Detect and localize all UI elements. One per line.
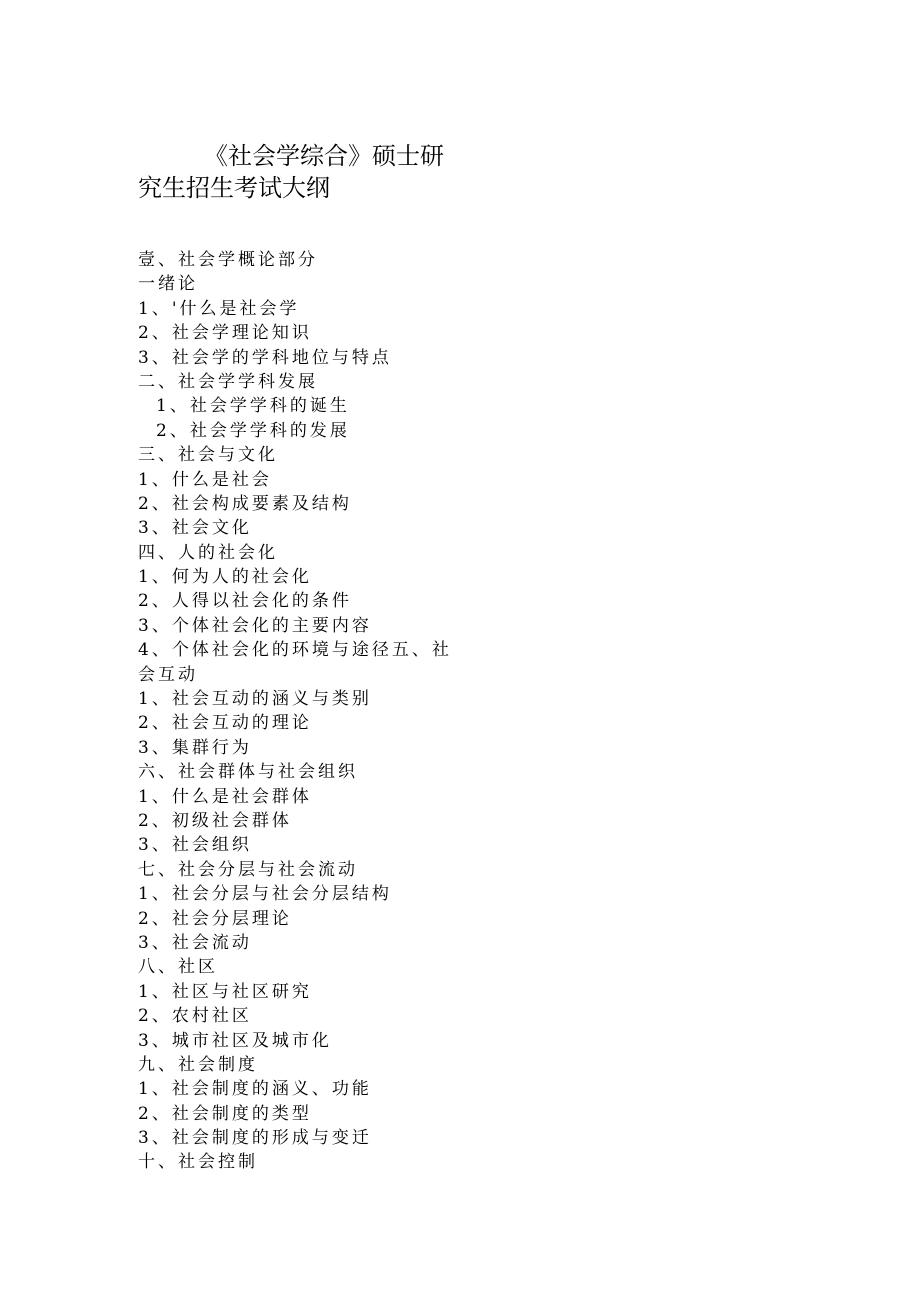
outline-line: 八、社区 [138,957,218,978]
outline-line: 3、社会制度的形成与变迁 [138,1128,372,1149]
outline-line: 1、什么是社会 [138,469,272,490]
document-title [138,140,458,204]
outline-line: 壹、社会学概论部分 [138,250,318,270]
outline-line: 4、个体社会化的环境与途径五、社 [138,640,452,661]
outline-line: 1、社会制度的涵义、功能 [138,1079,372,1100]
outline-line: 四、人的社会化 [138,542,278,563]
outline-line: 1、社区与社区研究 [138,981,312,1002]
outline-line: 二、社会学学科发展 [138,371,318,392]
outline-line: 2、社会学学科的发展 [156,420,350,441]
outline-line: 一绪论 [138,274,198,295]
outline-line: 1、社会分层与社会分层结构 [138,884,392,905]
outline-line: 2、人得以社会化的条件 [138,591,352,612]
outline-line: 1、什么是社会群体 [138,786,312,807]
document-title-line-1: 《社会学综合》硕士研 [204,142,444,170]
outline-line: 1、社会互动的涵义与类别 [138,689,372,710]
outline-line: 1、何为人的社会化 [138,567,312,588]
outline-line: 2、社会制度的类型 [138,1103,312,1124]
outline-line: 会互动 [138,664,198,685]
outline-line: 2、农村社区 [138,1006,252,1027]
syllabus-outline [138,248,458,1175]
outline-line: 十、社会控制 [138,1152,258,1173]
outline-line: 3、集群行为 [138,737,252,758]
outline-line: 2、初级社会群体 [138,810,292,831]
outline-line: 2、社会构成要素及结构 [138,493,352,514]
outline-line: 九、社会制度 [138,1054,258,1075]
outline-line: 3、城市社区及城市化 [138,1030,332,1051]
outline-line: 3、社会组织 [138,835,252,856]
outline-line: 三、社会与文化 [138,445,278,466]
outline-line: 1、'什么是社会学 [138,298,300,319]
outline-line: 3、社会文化 [138,518,252,539]
outline-line: 六、社会群体与社会组织 [138,762,358,783]
outline-line: 2、社会学理论知识 [138,323,312,344]
outline-line: 1、社会学学科的诞生 [156,396,350,417]
outline-line: 2、社会分层理论 [138,908,292,929]
document-title-line-2: 究生招生考试大纲 [138,174,330,202]
outline-line: 3、社会流动 [138,932,252,953]
outline-line: 七、社会分层与社会流动 [138,859,358,880]
outline-line: 3、个体社会化的主要内容 [138,615,372,636]
outline-line: 2、社会互动的理论 [138,713,312,734]
outline-line: 3、社会学的学科地位与特点 [138,347,392,368]
